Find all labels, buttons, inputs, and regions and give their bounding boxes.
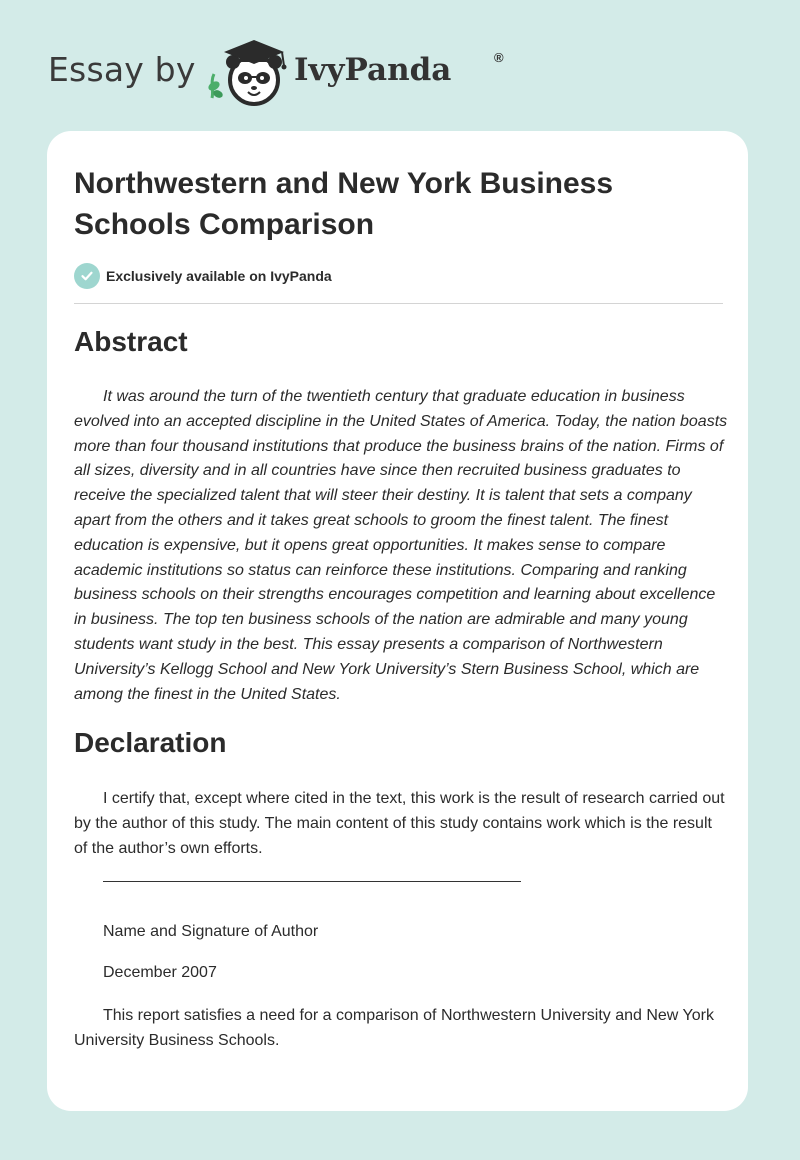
declaration-heading: Declaration: [74, 727, 227, 758]
brand-header: [48, 34, 504, 108]
signature-line: [103, 881, 521, 882]
declaration-date: December 2007: [103, 964, 217, 981]
signature-label: Name and Signature of Author: [103, 923, 319, 940]
closing-text: This report satisfies a need for a comparison of Northwestern University and New York University Business Schools.: [74, 1007, 714, 1049]
brand-prefix: Essay by: [48, 50, 196, 89]
panda-graduation-cap-icon: [204, 34, 296, 108]
page-title: Northwestern and New York Business Schools Comparison: [74, 167, 614, 241]
divider: [74, 303, 723, 304]
registered-mark: ®: [494, 50, 504, 65]
brand-name: IvyPanda: [294, 52, 452, 88]
abstract-text: It was around the turn of the twentieth century that graduate education in business evolved into an accepted discipline in the United States of America. Today, the nation boasts more than four thousand institutions that produce the business brains of the nation. Firms of all sizes, diversity and in all countries have since then recruited business graduates to receive the specialized talent that will steer their destiny. It is talent that sets a company apart from the others and it takes great schools to groom the finest talent. The finest education is expensive, but it opens great opportunities. It makes sense to compare academic institutions so status can reinforce these institutions. Comparing and ranking business schools on their strengths encourages competition and learning about excellence in business. The top ten business schools of the nation are admirable and many young students want study in the best. This essay presents a comparison of Northwestern University’s Kellogg School and New York University’s Stern Business School, which are among the finest in the United States.: [74, 388, 728, 703]
exclusive-badge: [74, 263, 332, 289]
check-circle-icon: [74, 263, 100, 289]
document-card: [47, 131, 748, 1111]
badge-text: Exclusively available on IvyPanda: [106, 268, 332, 284]
abstract-heading: Abstract: [74, 326, 188, 357]
declaration-text: I certify that, except where cited in the text, this work is the result of research carried out by the author of this study. The main content of this study contains work which is the result of the author’s own efforts.: [74, 790, 725, 857]
